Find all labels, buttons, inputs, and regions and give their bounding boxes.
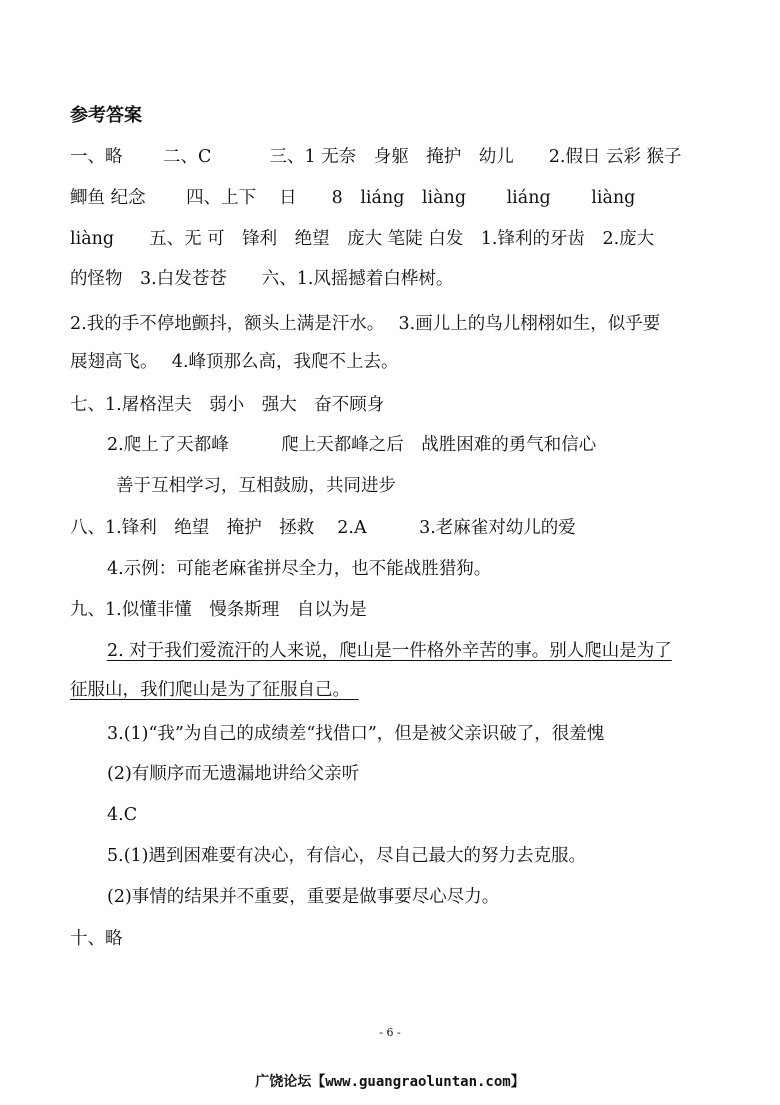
- page-number: - 6 -: [379, 1026, 401, 1039]
- section-7-line-3: 善于互相学习，互相鼓励，共同进步: [116, 476, 396, 496]
- section-9-line-2: 2. 对于我们爱流汗的人来说，爬山是一件格外辛苦的事。别人爬山是为了: [107, 641, 672, 661]
- answer-line-2: 鲫鱼 纪念 四、上下 日 8 liáng liàng liáng liàng: [70, 188, 636, 208]
- page-title: 参考答案: [70, 105, 142, 126]
- section-9-line-6: 4.C: [107, 805, 138, 825]
- section-10-line: 十、略: [70, 929, 123, 949]
- section-9-line-8: (2)事情的结果并不重要，重要是做事要尽心尽力。: [107, 887, 500, 907]
- section-9-line-4: 3.(1)“我”为自己的成绩差“找借口”，但是被父亲识破了，很羞愧: [107, 724, 605, 744]
- section-7-line-2: 2.爬上了天都峰 爬上天都峰之后 战胜困难的勇气和信心: [107, 435, 597, 455]
- section-8-line-1: 八、1.锋利 绝望 掩护 拯救 2.A 3.老麻雀对幼儿的爱: [70, 518, 576, 538]
- answer-line-1: 一、略 二、C 三、1 无奈 身躯 掩护 幼儿 2.假日 云彩 猴子: [70, 147, 682, 167]
- answer-line-4: 的怪物 3.白发苍苍 六、1.风摇撼着白桦树。: [70, 269, 454, 289]
- answer-line-3: liàng 五、无 可 锋利 绝望 庞大 笔陡 白发 1.锋利的牙齿 2.庞大: [70, 229, 655, 249]
- section-9-line-5: (2)有顺序而无遗漏地讲给父亲听: [107, 764, 360, 784]
- answer-line-5: 2.我的手不停地颤抖，额头上满是汗水。 3.画儿上的鸟儿栩栩如生，似乎要: [70, 314, 661, 334]
- section-9-line-1: 九、1.似懂非懂 慢条斯理 自以为是: [70, 600, 367, 620]
- section-9-line-7: 5.(1)遇到困难要有决心，有信心，尽自己最大的努力去克服。: [107, 846, 586, 866]
- site-footer: 广饶论坛【www.guangraoluntan.com】: [255, 1074, 525, 1090]
- section-8-line-2: 4.示例：可能老麻雀拼尽全力，也不能战胜猎狗。: [107, 559, 492, 579]
- section-9-line-3: 征服山，我们爬山是为了征服自己。: [70, 680, 359, 700]
- section-7-line-1: 七、1.屠格涅夫 弱小 强大 奋不顾身: [70, 395, 385, 415]
- answer-line-6: 展翅高飞。 4.峰顶那么高，我爬不上去。: [70, 352, 399, 372]
